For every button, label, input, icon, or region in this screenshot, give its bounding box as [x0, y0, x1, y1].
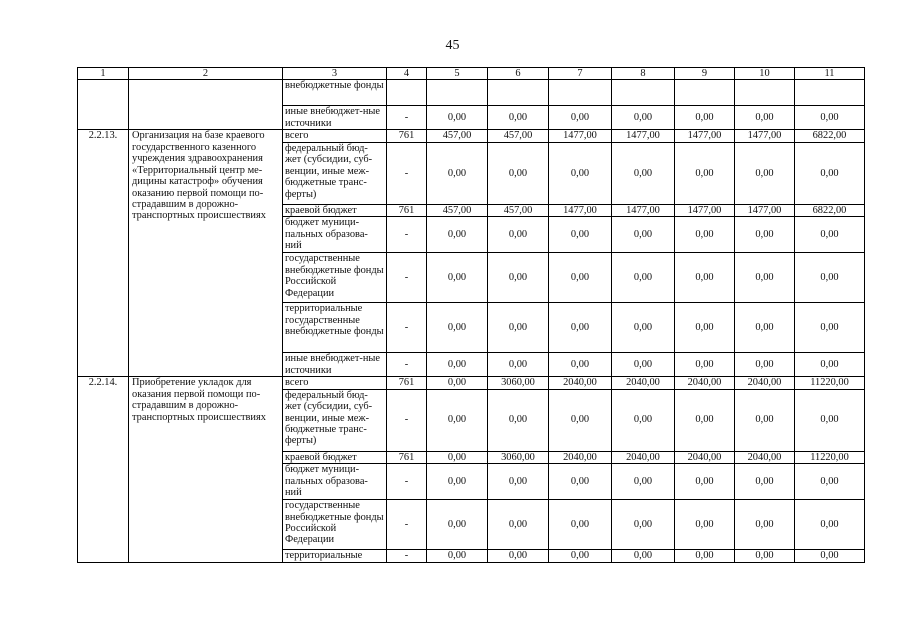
value-cell: 2040,00 — [735, 451, 795, 463]
value-cell: 0,00 — [488, 142, 549, 204]
value-cell: 0,00 — [488, 303, 549, 353]
kbk-code: - — [387, 550, 427, 562]
kbk-code: - — [387, 500, 427, 550]
value-cell: 0,00 — [675, 550, 735, 562]
value-cell: 0,00 — [735, 389, 795, 451]
table-header-row — [78, 68, 865, 80]
value-cell: 0,00 — [612, 353, 675, 377]
value-cell: 0,00 — [612, 217, 675, 253]
value-cell: 0,00 — [427, 500, 488, 550]
value-cell: 0,00 — [427, 389, 488, 451]
funding-source: государственные внебюджетные фонды Российской Федерации — [283, 500, 387, 550]
value-cell: 0,00 — [427, 451, 488, 463]
value-cell: 0,00 — [549, 217, 612, 253]
value-cell: 2040,00 — [675, 377, 735, 389]
table-body — [78, 68, 865, 563]
funding-source: территориальные государственные внебюджетные фонды — [283, 303, 387, 353]
value-cell: 11220,00 — [795, 377, 865, 389]
value-cell: 0,00 — [427, 550, 488, 562]
column-header: 3 — [283, 68, 387, 80]
funding-source: краевой бюджет — [283, 451, 387, 463]
funding-source: всего — [283, 130, 387, 142]
funding-source: внебюджетные фонды — [283, 80, 387, 106]
value-cell: 0,00 — [735, 550, 795, 562]
value-cell: 0,00 — [427, 106, 488, 130]
value-cell: 3060,00 — [488, 451, 549, 463]
value-cell: 1477,00 — [735, 204, 795, 216]
value-cell: 0,00 — [427, 217, 488, 253]
kbk-code: 761 — [387, 204, 427, 216]
item-number: 2.2.14. — [78, 377, 129, 562]
item-name-cell — [129, 80, 283, 130]
kbk-code: - — [387, 217, 427, 253]
value-cell: 2040,00 — [612, 377, 675, 389]
value-cell: 0,00 — [675, 253, 735, 303]
value-cell: 0,00 — [795, 142, 865, 204]
kbk-code: - — [387, 303, 427, 353]
value-cell: 0,00 — [427, 464, 488, 500]
value-cell: 0,00 — [675, 464, 735, 500]
value-cell: 0,00 — [427, 377, 488, 389]
value-cell: 1477,00 — [735, 130, 795, 142]
value-cell: 0,00 — [549, 353, 612, 377]
value-cell: 0,00 — [549, 464, 612, 500]
value-cell: 0,00 — [488, 550, 549, 562]
value-cell: 0,00 — [549, 303, 612, 353]
value-cell: 0,00 — [795, 500, 865, 550]
column-header: 11 — [795, 68, 865, 80]
value-cell: 0,00 — [735, 500, 795, 550]
value-cell: 1477,00 — [612, 204, 675, 216]
value-cell: 0,00 — [612, 550, 675, 562]
column-header: 8 — [612, 68, 675, 80]
column-header: 6 — [488, 68, 549, 80]
funding-source: иные внебюджет-ные источники — [283, 353, 387, 377]
value-cell: 0,00 — [488, 253, 549, 303]
value-cell: 0,00 — [675, 353, 735, 377]
column-header: 7 — [549, 68, 612, 80]
kbk-code: - — [387, 353, 427, 377]
column-header: 1 — [78, 68, 129, 80]
value-cell: 0,00 — [795, 217, 865, 253]
value-cell: 3060,00 — [488, 377, 549, 389]
value-cell: 0,00 — [549, 142, 612, 204]
kbk-code — [387, 80, 427, 106]
value-cell — [735, 80, 795, 106]
value-cell: 0,00 — [488, 464, 549, 500]
value-cell: 0,00 — [675, 217, 735, 253]
column-header: 2 — [129, 68, 283, 80]
value-cell: 0,00 — [612, 464, 675, 500]
value-cell: 0,00 — [488, 500, 549, 550]
value-cell: 0,00 — [427, 353, 488, 377]
funding-source: федеральный бюд-жет (субсидии, суб-венции, иные меж-бюджетные транс-ферты) — [283, 142, 387, 204]
value-cell: 0,00 — [735, 464, 795, 500]
value-cell: 457,00 — [427, 130, 488, 142]
funding-source: всего — [283, 377, 387, 389]
value-cell: 1477,00 — [549, 130, 612, 142]
value-cell: 1477,00 — [612, 130, 675, 142]
value-cell: 0,00 — [488, 389, 549, 451]
value-cell: 0,00 — [549, 389, 612, 451]
kbk-code: - — [387, 464, 427, 500]
value-cell: 0,00 — [795, 389, 865, 451]
value-cell: 0,00 — [735, 142, 795, 204]
funding-source: краевой бюджет — [283, 204, 387, 216]
value-cell: 0,00 — [675, 303, 735, 353]
value-cell: 0,00 — [675, 389, 735, 451]
value-cell: 2040,00 — [612, 451, 675, 463]
value-cell: 0,00 — [612, 303, 675, 353]
value-cell: 0,00 — [735, 303, 795, 353]
value-cell: 0,00 — [795, 550, 865, 562]
item-name: Организация на базе краевого государственного казенного учреждения здравоохранения «Территориальный центр ме-дицины катастроф» обучения оказанию первой помощи по-страдавшим в дорожно-транспортных происшествиях — [129, 130, 283, 377]
value-cell: 0,00 — [549, 550, 612, 562]
kbk-code: 761 — [387, 377, 427, 389]
value-cell: 0,00 — [735, 106, 795, 130]
budget-table — [77, 67, 865, 563]
item-number: 2.2.13. — [78, 130, 129, 377]
value-cell: 0,00 — [735, 353, 795, 377]
value-cell: 0,00 — [549, 253, 612, 303]
value-cell: 2040,00 — [675, 451, 735, 463]
table-row — [78, 130, 865, 142]
value-cell: 457,00 — [488, 130, 549, 142]
value-cell: 0,00 — [488, 106, 549, 130]
column-header: 10 — [735, 68, 795, 80]
value-cell: 2040,00 — [549, 451, 612, 463]
table-row — [78, 377, 865, 389]
value-cell: 0,00 — [488, 217, 549, 253]
item-number-cell — [78, 80, 129, 130]
value-cell: 0,00 — [549, 500, 612, 550]
value-cell: 6822,00 — [795, 204, 865, 216]
value-cell — [795, 80, 865, 106]
value-cell: 2040,00 — [549, 377, 612, 389]
kbk-code: - — [387, 142, 427, 204]
value-cell: 457,00 — [427, 204, 488, 216]
value-cell: 0,00 — [675, 142, 735, 204]
kbk-code: 761 — [387, 130, 427, 142]
value-cell: 0,00 — [549, 106, 612, 130]
value-cell: 0,00 — [612, 389, 675, 451]
kbk-code: - — [387, 389, 427, 451]
value-cell: 1477,00 — [675, 204, 735, 216]
value-cell: 0,00 — [675, 106, 735, 130]
value-cell — [675, 80, 735, 106]
value-cell: 6822,00 — [795, 130, 865, 142]
value-cell: 2040,00 — [735, 377, 795, 389]
value-cell — [427, 80, 488, 106]
value-cell: 0,00 — [795, 353, 865, 377]
funding-source: иные внебюджет-ные источники — [283, 106, 387, 130]
value-cell: 0,00 — [735, 253, 795, 303]
kbk-code: - — [387, 106, 427, 130]
item-name: Приобретение укладок для оказания первой помощи по-страдавшим в дорожно-транспортных происшествиях — [129, 377, 283, 562]
value-cell: 0,00 — [427, 253, 488, 303]
value-cell: 0,00 — [427, 303, 488, 353]
value-cell: 0,00 — [427, 142, 488, 204]
funding-source: бюджет муници-пальных образова-ний — [283, 464, 387, 500]
value-cell: 0,00 — [795, 303, 865, 353]
value-cell: 11220,00 — [795, 451, 865, 463]
value-cell: 0,00 — [612, 253, 675, 303]
funding-source: бюджет муници-пальных образова-ний — [283, 217, 387, 253]
value-cell — [488, 80, 549, 106]
value-cell: 0,00 — [795, 464, 865, 500]
kbk-code: - — [387, 253, 427, 303]
value-cell: 1477,00 — [549, 204, 612, 216]
column-header: 5 — [427, 68, 488, 80]
value-cell: 0,00 — [488, 353, 549, 377]
column-header: 9 — [675, 68, 735, 80]
kbk-code: 761 — [387, 451, 427, 463]
funding-source: федеральный бюд-жет (субсидии, суб-венции, иные меж-бюджетные транс-ферты) — [283, 389, 387, 451]
column-header: 4 — [387, 68, 427, 80]
value-cell — [549, 80, 612, 106]
value-cell: 1477,00 — [675, 130, 735, 142]
value-cell: 0,00 — [675, 500, 735, 550]
value-cell: 0,00 — [612, 106, 675, 130]
page-number: 45 — [445, 38, 460, 53]
value-cell: 0,00 — [612, 142, 675, 204]
value-cell: 0,00 — [795, 106, 865, 130]
value-cell: 0,00 — [612, 500, 675, 550]
table-row — [78, 80, 865, 106]
value-cell: 457,00 — [488, 204, 549, 216]
value-cell — [612, 80, 675, 106]
value-cell: 0,00 — [795, 253, 865, 303]
funding-source: территориальные — [283, 550, 387, 562]
value-cell: 0,00 — [735, 217, 795, 253]
funding-source: государственные внебюджетные фонды Российской Федерации — [283, 253, 387, 303]
